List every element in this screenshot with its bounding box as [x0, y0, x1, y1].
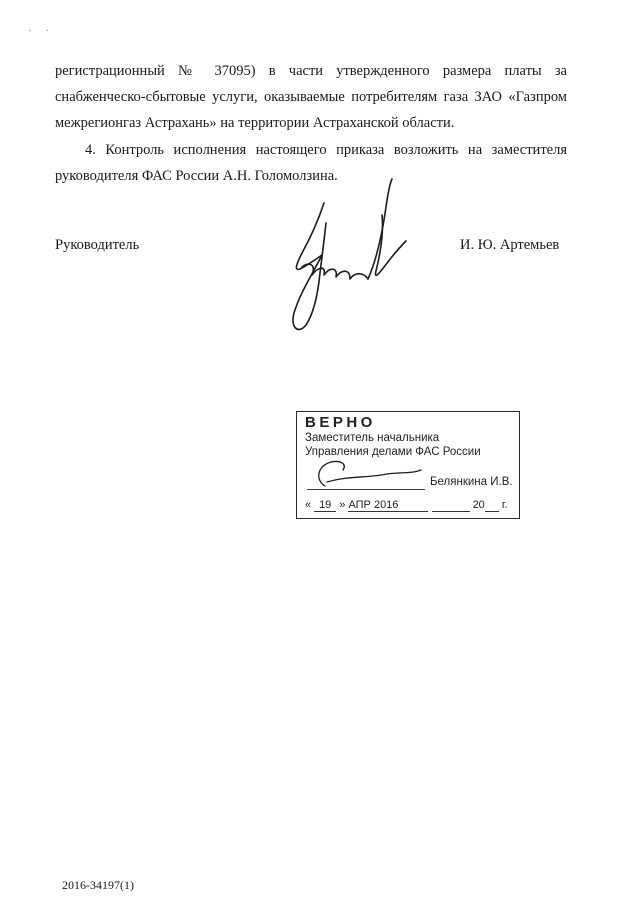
- paragraph-line: 4. Контроль исполнения настоящего приказа возложить на заместителя: [85, 142, 567, 158]
- stamp-date: [305, 499, 508, 512]
- stamp-department-line: Управления делами ФАС России: [305, 446, 481, 458]
- date-day: 19: [314, 499, 336, 512]
- date-month: АПР 2016: [348, 499, 428, 512]
- date-close-quote: »: [339, 499, 346, 511]
- stamp-name: Белянкина И.В.: [430, 476, 513, 488]
- stamp-signature: [307, 456, 427, 492]
- paragraph-line: снабженческо-сбытовые услуги, оказываемые потребителям газа ЗАО «Газпром: [55, 89, 567, 105]
- date-year-blank: [485, 499, 499, 512]
- handwritten-signature: [272, 175, 422, 345]
- stamp-title: ВЕРНО: [305, 414, 376, 431]
- stamp-position-line: Заместитель начальника: [305, 432, 440, 444]
- stamp-signature-line: [307, 489, 425, 490]
- date-year-prefix: 20: [472, 499, 485, 511]
- scan-specks: ··: [28, 26, 63, 37]
- paragraph-3: [55, 58, 567, 136]
- paragraph-line: руководителя ФАС России А.Н. Голомолзина.: [55, 168, 338, 184]
- date-year-unit: г.: [501, 499, 508, 511]
- paragraph-line: регистрационный № 37095) в части утвержденного размера платы за: [55, 63, 567, 79]
- date-filler: [432, 499, 470, 512]
- document-number: 2016-34197(1): [62, 878, 134, 892]
- paragraph-line: межрегионгаз Астрахань» на территории Астраханской области.: [55, 115, 455, 131]
- signer-name: И. Ю. Артемьев: [460, 237, 560, 253]
- date-open-quote: «: [305, 499, 312, 511]
- certification-stamp: [296, 411, 520, 519]
- signature-role: Руководитель: [55, 237, 140, 253]
